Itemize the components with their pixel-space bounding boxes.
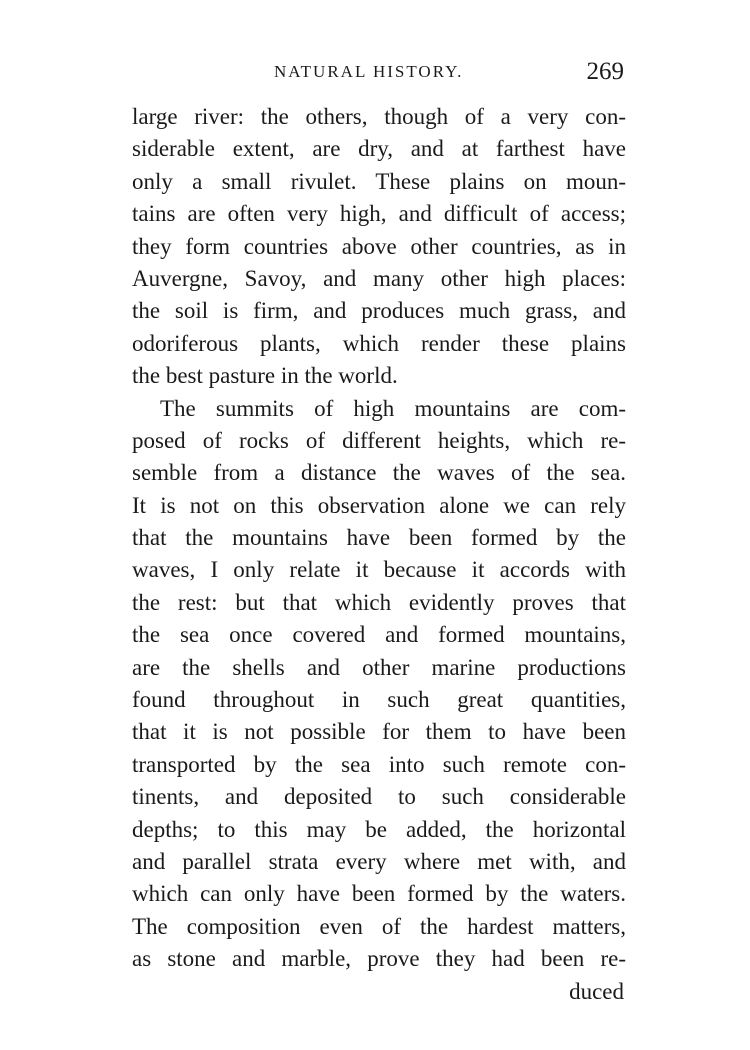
text-line: The composition even of the hardest matters, (132, 913, 626, 939)
text-line: posed of rocks of different heights, which re- (132, 427, 626, 453)
text-line: semble from a distance the waves of the sea. (132, 460, 626, 486)
paragraph-1 (132, 101, 626, 393)
catchword: duced (569, 978, 624, 1004)
text-line: are the shells and other marine productions (132, 654, 626, 680)
text-line: odoriferous plants, which render these plains (132, 330, 626, 356)
text-line: It is not on this observation alone we can rely (132, 492, 626, 518)
text-line: and parallel strata every where met with, and (132, 848, 626, 874)
running-head-title: NATURAL HISTORY. (274, 62, 464, 81)
text-line: only a small rivulet. These plains on moun- (132, 168, 626, 194)
text-line: siderable extent, are dry, and at farthest have (132, 136, 626, 162)
text-line: transported by the sea into such remote con- (132, 751, 626, 777)
text-line: the soil is firm, and produces much grass, and (132, 298, 626, 324)
text-line: waves, I only relate it because it accords with (132, 557, 626, 583)
text-line: that it is not possible for them to have been (132, 719, 626, 745)
text-line: as stone and marble, prove they had been re- (132, 946, 626, 972)
text-line: depths; to this may be added, the horizontal (132, 816, 626, 842)
text-line: the sea once covered and formed mountains, (132, 622, 626, 648)
text-line: large river: the others, though of a very con- (132, 104, 626, 129)
running-head (132, 60, 626, 90)
paragraph-2 (132, 393, 626, 976)
page-number: 269 (586, 58, 624, 85)
text-line: they form countries above other countries, as in (132, 233, 626, 259)
text-line: Auvergne, Savoy, and many other high places: (132, 265, 626, 291)
text-line: found throughout in such great quantities, (132, 687, 626, 713)
text-line: the best pasture in the world. (132, 363, 398, 389)
text-line: the rest: but that which evidently proves that (132, 589, 626, 615)
text-line: which can only have been formed by the waters. (132, 881, 626, 907)
text-line: that the mountains have been formed by the (132, 525, 626, 551)
text-line: tains are often very high, and difficult of access; (132, 201, 626, 227)
text-line: tinents, and deposited to such considerable (132, 784, 626, 810)
text-line: The summits of high mountains are com- (160, 395, 626, 421)
body-text (132, 101, 626, 1008)
